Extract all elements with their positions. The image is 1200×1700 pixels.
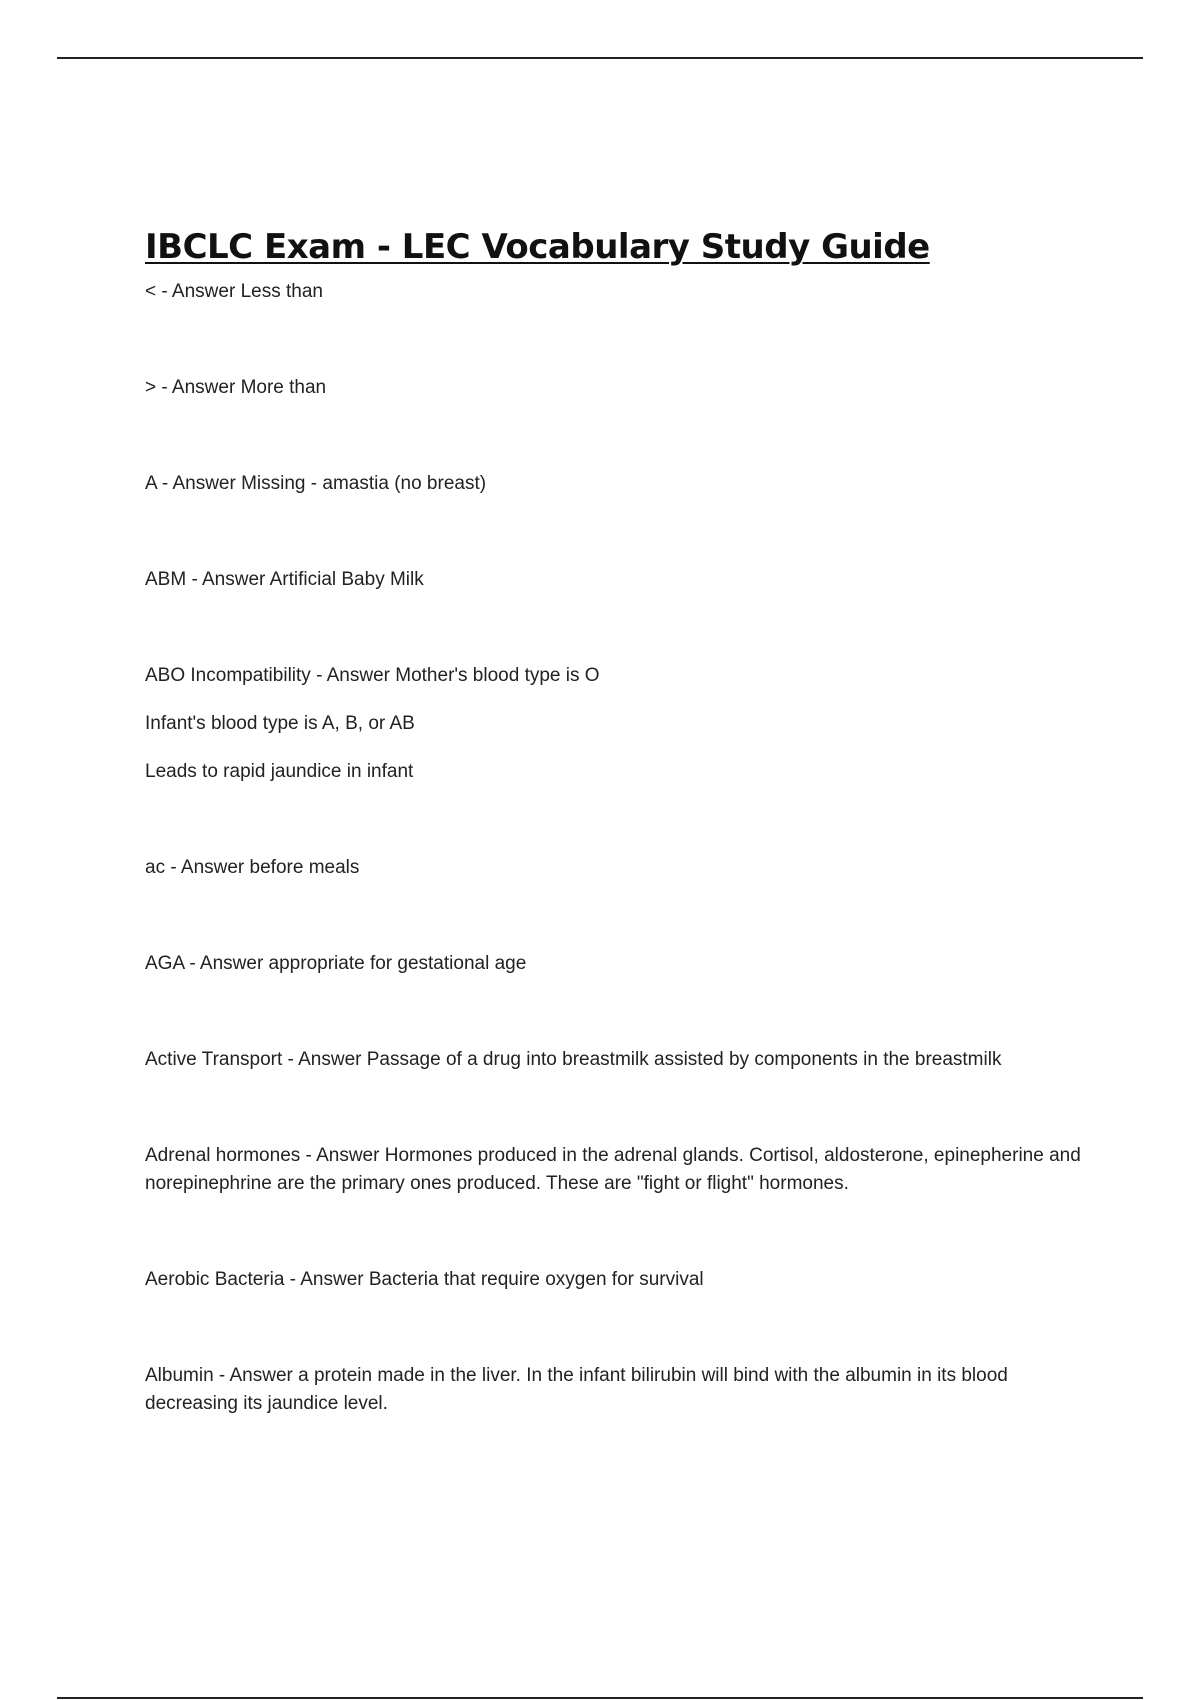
vocab-entry <box>145 1266 1085 1294</box>
entry-text: Active Transport - Answer Passage of a drug into breastmilk assisted by components in the breastmilk <box>145 1049 1002 1070</box>
entry-text: < - Answer Less than <box>145 281 323 302</box>
entry-text: Albumin - Answer a protein made in the liver. In the infant bilirubin will bind with the albumin in its blood decreasing its jaundice level. <box>145 1365 1008 1414</box>
vocab-entry <box>145 1046 1085 1074</box>
vocab-entry <box>145 662 1085 786</box>
document-title: IBCLC Exam - LEC Vocabulary Study Guide <box>145 227 930 267</box>
footer-rule <box>57 1697 1143 1699</box>
vocab-entry <box>145 854 1085 882</box>
vocab-entry <box>145 1142 1085 1198</box>
entry-text: Leads to rapid jaundice in infant <box>145 761 414 782</box>
vocab-entry <box>145 1362 1085 1418</box>
entry-text: A - Answer Missing - amastia (no breast) <box>145 473 487 494</box>
vocab-entry <box>145 566 1085 594</box>
entry-text: Aerobic Bacteria - Answer Bacteria that require oxygen for survival <box>145 1269 704 1290</box>
entry-text: ac - Answer before meals <box>145 857 360 878</box>
entry-text: ABM - Answer Artificial Baby Milk <box>145 569 424 590</box>
vocab-entry <box>145 950 1085 978</box>
vocab-entry <box>145 470 1085 498</box>
entry-text: ABO Incompatibility - Answer Mother's blood type is O <box>145 665 600 686</box>
entry-text: > - Answer More than <box>145 377 327 398</box>
entry-text: Adrenal hormones - Answer Hormones produced in the adrenal glands. Cortisol, aldosterone, epinepherine and norepinephrine are the primary ones produced. These are "fight or flight" hormones. <box>145 1145 1081 1194</box>
vocab-entry <box>145 374 1085 402</box>
entry-text: Infant's blood type is A, B, or AB <box>145 713 415 734</box>
document-body <box>145 226 1085 1418</box>
entry-text: AGA - Answer appropriate for gestational age <box>145 953 527 974</box>
vocab-entry <box>145 278 1085 306</box>
header-rule <box>57 57 1143 59</box>
